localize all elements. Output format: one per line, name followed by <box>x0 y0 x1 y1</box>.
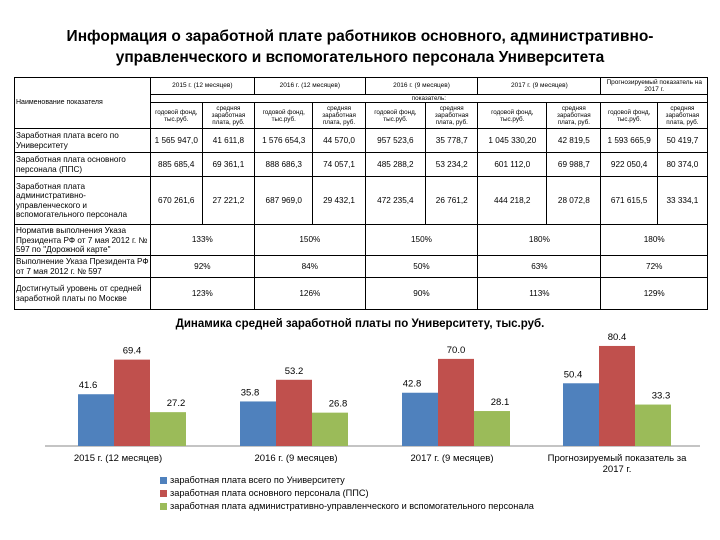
sub-header-fund: годовой фонд, тыс.руб. <box>478 103 547 129</box>
bar <box>563 383 599 446</box>
cell: 29 432,1 <box>313 177 365 225</box>
cell: 27 221,2 <box>202 177 254 225</box>
row-name: Заработная плата административно-управленческого и вспомогательного персонала <box>15 177 151 225</box>
cell: 74 057,1 <box>313 153 365 177</box>
row-name: Выполнение Указа Президента РФ от 7 мая 2012 г. № 597 <box>16 257 149 276</box>
title-line-2: управленческого и вспомогательного персонала Университета <box>115 49 605 66</box>
data-label: 33.3 <box>651 390 671 402</box>
cell: 129% <box>601 278 708 310</box>
legend-swatch-blue <box>160 477 167 484</box>
cell: 126% <box>255 278 366 310</box>
bar <box>474 411 510 446</box>
cell: 53 234,2 <box>426 153 478 177</box>
cell: 84% <box>255 256 366 278</box>
data-label: 53.2 <box>284 365 304 377</box>
cell: 41 611,8 <box>202 129 254 153</box>
cell: 63% <box>478 256 601 278</box>
period-header: Прогнозируемый показатель на 2017 г. <box>601 78 708 95</box>
bar <box>276 380 312 446</box>
bar <box>402 393 438 446</box>
cell: 26 761,2 <box>426 177 478 225</box>
row-name: Норматив выполнения Указа Президента РФ от 7 мая 2012 г. № 597 по "Дорожной карте" <box>15 225 151 256</box>
cell: 472 235,4 <box>365 177 426 225</box>
cell: 1 045 330,20 <box>478 129 547 153</box>
category-label: Прогнозируемый показатель за 2017 г. <box>547 453 687 475</box>
row-name: Достигнутый уровень от средней заработной платы по Москве <box>15 278 151 310</box>
sub-header-avg: средняя заработная плата, руб. <box>657 103 707 129</box>
sub-header-fund: годовой фонд, тыс.руб. <box>601 103 657 129</box>
cell: 50 419,7 <box>657 129 707 153</box>
data-label: 35.8 <box>240 387 260 399</box>
bar <box>240 401 276 446</box>
cell: 69 988,7 <box>547 153 601 177</box>
legend-label: заработная плата основного персонала (ППС) <box>170 488 369 498</box>
cell: 180% <box>601 225 708 256</box>
data-label: 28.1 <box>490 397 510 409</box>
legend-item <box>160 487 534 500</box>
cell: 180% <box>478 225 601 256</box>
cell: 885 685,4 <box>150 153 202 177</box>
cell: 50% <box>365 256 478 278</box>
cell: 133% <box>150 225 254 256</box>
row-name: Заработная плата основного персонала (ППС) <box>15 153 151 177</box>
cell: 42 819,5 <box>547 129 601 153</box>
cell: 123% <box>150 278 254 310</box>
cell: 957 523,6 <box>365 129 426 153</box>
bar <box>438 359 474 446</box>
row-name: Заработная плата всего по Университету <box>15 129 151 153</box>
cell: 44 570,0 <box>313 129 365 153</box>
cell: 72% <box>601 256 708 278</box>
sub-header-fund: годовой фонд, тыс.руб. <box>255 103 313 129</box>
legend-label: заработная плата административно-управленческого и вспомогательного персонала <box>170 501 534 511</box>
cell: 601 112,0 <box>478 153 547 177</box>
cell: 1 593 665,9 <box>601 129 657 153</box>
data-label: 80.4 <box>607 331 627 343</box>
cell: 69 361,1 <box>202 153 254 177</box>
cell: 28 072,8 <box>547 177 601 225</box>
data-label: 69.4 <box>122 345 142 357</box>
data-label: 42.8 <box>402 378 422 390</box>
legend-swatch-red <box>160 490 167 497</box>
cell: 150% <box>255 225 366 256</box>
cell: 485 288,2 <box>365 153 426 177</box>
cell: 671 615,5 <box>601 177 657 225</box>
sub-header-avg: средняя заработная плата, руб. <box>202 103 254 129</box>
cell: 687 969,0 <box>255 177 313 225</box>
data-label: 27.2 <box>166 398 186 410</box>
legend-label: заработная плата всего по Университету <box>170 475 345 485</box>
data-label: 50.4 <box>563 369 583 381</box>
cell: 80 374,0 <box>657 153 707 177</box>
cell: 922 050,4 <box>601 153 657 177</box>
cell: 670 261,6 <box>150 177 202 225</box>
cell: 90% <box>365 278 478 310</box>
period-header: 2015 г. (12 месяцев) <box>150 78 254 95</box>
category-label: 2015 г. (12 месяцев) <box>73 453 163 464</box>
period-header: 2017 г. (9 месяцев) <box>478 78 601 95</box>
bar <box>150 412 186 446</box>
indicators-label: показатель: <box>150 95 707 103</box>
legend-swatch-green <box>160 503 167 510</box>
bar <box>114 360 150 446</box>
sub-header-avg: средняя заработная плата, руб. <box>426 103 478 129</box>
sub-header-avg: средняя заработная плата, руб. <box>547 103 601 129</box>
chart-legend <box>160 474 534 513</box>
cell: 113% <box>478 278 601 310</box>
cell: 444 218,2 <box>478 177 547 225</box>
cell: 1 565 947,0 <box>150 129 202 153</box>
bar <box>312 413 348 446</box>
cell: 888 686,3 <box>255 153 313 177</box>
name-header: Наименование показателя <box>15 78 151 129</box>
category-label: 2016 г. (9 месяцев) <box>254 453 338 464</box>
cell: 150% <box>365 225 478 256</box>
period-header: 2016 г. (9 месяцев) <box>365 78 478 95</box>
cell: 33 334,1 <box>657 177 707 225</box>
bar <box>635 405 671 446</box>
bar <box>78 394 114 446</box>
bar <box>599 346 635 446</box>
period-header: 2016 г. (12 месяцев) <box>255 78 366 95</box>
cell: 92% <box>150 256 254 278</box>
legend-item <box>160 500 534 513</box>
data-label: 41.6 <box>78 380 98 392</box>
category-label: 2017 г. (9 месяцев) <box>410 453 494 464</box>
cell: 1 576 654,3 <box>255 129 313 153</box>
title-line-1: Информация о заработной плате работников основного, административно- <box>66 28 654 45</box>
data-label: 70.0 <box>446 344 466 356</box>
data-label: 26.8 <box>328 398 348 410</box>
cell: 35 778,7 <box>426 129 478 153</box>
legend-item <box>160 474 534 487</box>
sub-header-avg: средняя заработная плата, руб. <box>313 103 365 129</box>
chart-title: Динамика средней заработной платы по Университету, тыс.руб. <box>175 318 545 330</box>
sub-header-fund: годовой фонд, тыс.руб. <box>365 103 426 129</box>
sub-header-fund: годовой фонд, тыс.руб. <box>150 103 202 129</box>
